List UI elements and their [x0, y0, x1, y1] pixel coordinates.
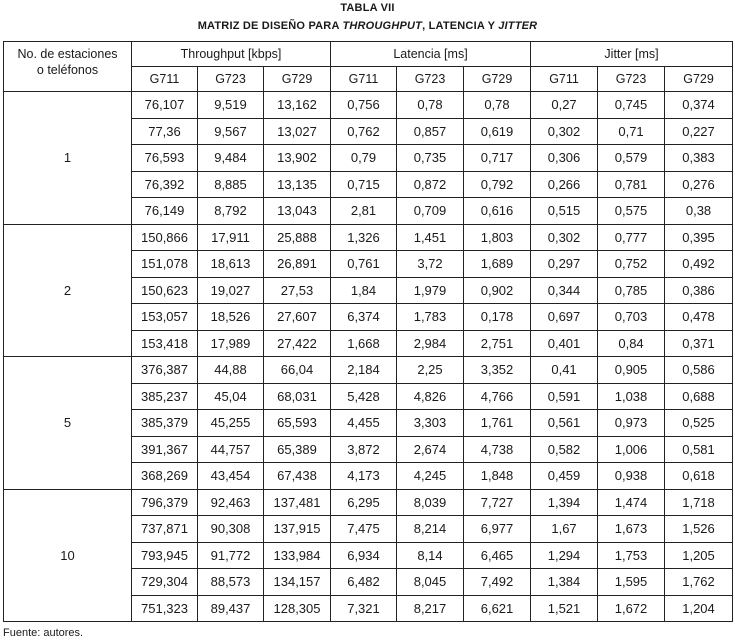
table-number: TABLA VII: [340, 2, 395, 14]
value-cell: 0,478: [665, 304, 733, 331]
value-cell: 751,323: [132, 595, 198, 622]
value-cell: 7,321: [331, 595, 397, 622]
value-cell: 45,04: [198, 383, 264, 410]
value-cell: 0,785: [598, 277, 665, 304]
value-cell: 1,204: [665, 595, 733, 622]
table-title-jitter: JITTER: [498, 20, 538, 32]
value-cell: 1,761: [464, 410, 531, 437]
value-cell: 391,367: [132, 436, 198, 463]
value-cell: 385,379: [132, 410, 198, 437]
value-cell: 76,107: [132, 92, 198, 119]
table-row: [4, 92, 733, 119]
value-cell: 4,455: [331, 410, 397, 437]
codec-header: G711: [132, 67, 198, 92]
value-cell: 729,304: [132, 569, 198, 596]
value-cell: 0,492: [665, 251, 733, 278]
value-cell: 1,326: [331, 224, 397, 251]
value-cell: 0,306: [531, 145, 598, 172]
table-title-mid: , LATENCIA Y: [422, 20, 499, 32]
value-cell: 0,703: [598, 304, 665, 331]
value-cell: 150,623: [132, 277, 198, 304]
value-cell: 4,245: [397, 463, 464, 490]
header-row-groups: [4, 42, 733, 67]
value-cell: 6,374: [331, 304, 397, 331]
codec-header: G729: [264, 67, 331, 92]
codec-header: G723: [598, 67, 665, 92]
value-cell: 0,618: [665, 463, 733, 490]
value-cell: 76,593: [132, 145, 198, 172]
value-cell: 137,481: [264, 489, 331, 516]
value-cell: 0,905: [598, 357, 665, 384]
value-cell: 0,581: [665, 436, 733, 463]
value-cell: 153,057: [132, 304, 198, 331]
jitter-header: Jitter [ms]: [531, 42, 733, 67]
stations-header-line2: o teléfonos: [36, 63, 99, 77]
value-cell: 0,902: [464, 277, 531, 304]
value-cell: 44,757: [198, 436, 264, 463]
value-cell: 1,521: [531, 595, 598, 622]
value-cell: 8,039: [397, 489, 464, 516]
value-cell: 0,688: [665, 383, 733, 410]
value-cell: 27,422: [264, 330, 331, 357]
value-cell: 0,579: [598, 145, 665, 172]
value-cell: 13,027: [264, 118, 331, 145]
table-title-prefix: MATRIZ DE DISEÑO PARA: [197, 20, 343, 32]
value-cell: 0,401: [531, 330, 598, 357]
value-cell: 88,573: [198, 569, 264, 596]
value-cell: 1,753: [598, 542, 665, 569]
value-cell: 0,938: [598, 463, 665, 490]
value-cell: 0,973: [598, 410, 665, 437]
value-cell: 150,866: [132, 224, 198, 251]
table-row: [4, 357, 733, 384]
codec-header: G729: [665, 67, 733, 92]
value-cell: 0,383: [665, 145, 733, 172]
value-cell: 0,857: [397, 118, 464, 145]
value-cell: 0,371: [665, 330, 733, 357]
value-cell: 376,387: [132, 357, 198, 384]
value-cell: 6,977: [464, 516, 531, 543]
value-cell: 3,872: [331, 436, 397, 463]
value-cell: 0,395: [665, 224, 733, 251]
table-title: [0, 20, 735, 32]
value-cell: 8,045: [397, 569, 464, 596]
value-cell: 0,762: [331, 118, 397, 145]
value-cell: 4,766: [464, 383, 531, 410]
value-cell: 6,465: [464, 542, 531, 569]
value-cell: 3,72: [397, 251, 464, 278]
value-cell: 8,792: [198, 198, 264, 225]
value-cell: 1,762: [665, 569, 733, 596]
codec-header: G711: [531, 67, 598, 92]
value-cell: 0,777: [598, 224, 665, 251]
value-cell: 0,591: [531, 383, 598, 410]
value-cell: 0,297: [531, 251, 598, 278]
value-cell: 1,294: [531, 542, 598, 569]
codec-header: G711: [331, 67, 397, 92]
value-cell: 13,902: [264, 145, 331, 172]
value-cell: 2,674: [397, 436, 464, 463]
value-cell: 45,255: [198, 410, 264, 437]
table-row: [4, 224, 733, 251]
value-cell: 6,934: [331, 542, 397, 569]
value-cell: 0,78: [464, 92, 531, 119]
value-cell: 0,386: [665, 277, 733, 304]
value-cell: 0,276: [665, 171, 733, 198]
value-cell: 27,53: [264, 277, 331, 304]
value-cell: 793,945: [132, 542, 198, 569]
value-cell: 4,173: [331, 463, 397, 490]
value-cell: 2,184: [331, 357, 397, 384]
value-cell: 0,374: [665, 92, 733, 119]
value-cell: 0,619: [464, 118, 531, 145]
value-cell: 8,214: [397, 516, 464, 543]
value-cell: 8,217: [397, 595, 464, 622]
value-cell: 7,475: [331, 516, 397, 543]
value-cell: 65,389: [264, 436, 331, 463]
value-cell: 796,379: [132, 489, 198, 516]
value-cell: 2,751: [464, 330, 531, 357]
value-cell: 1,673: [598, 516, 665, 543]
stations-header: [4, 42, 132, 92]
value-cell: 76,392: [132, 171, 198, 198]
design-matrix-table: [3, 41, 733, 622]
stations-cell: 5: [4, 357, 132, 490]
value-cell: 153,418: [132, 330, 198, 357]
value-cell: 0,525: [665, 410, 733, 437]
value-cell: 6,295: [331, 489, 397, 516]
value-cell: 0,735: [397, 145, 464, 172]
value-cell: 67,438: [264, 463, 331, 490]
value-cell: 8,14: [397, 542, 464, 569]
value-cell: 8,885: [198, 171, 264, 198]
value-cell: 128,305: [264, 595, 331, 622]
value-cell: 368,269: [132, 463, 198, 490]
value-cell: 0,792: [464, 171, 531, 198]
value-cell: 1,205: [665, 542, 733, 569]
value-cell: 6,621: [464, 595, 531, 622]
value-cell: 0,41: [531, 357, 598, 384]
value-cell: 0,781: [598, 171, 665, 198]
value-cell: 9,484: [198, 145, 264, 172]
value-cell: 27,607: [264, 304, 331, 331]
value-cell: 137,915: [264, 516, 331, 543]
codec-header: G723: [198, 67, 264, 92]
value-cell: 1,848: [464, 463, 531, 490]
value-cell: 44,88: [198, 357, 264, 384]
value-cell: 1,84: [331, 277, 397, 304]
value-cell: 7,727: [464, 489, 531, 516]
value-cell: 0,575: [598, 198, 665, 225]
value-cell: 18,613: [198, 251, 264, 278]
value-cell: 7,492: [464, 569, 531, 596]
value-cell: 0,561: [531, 410, 598, 437]
value-cell: 9,567: [198, 118, 264, 145]
stations-cell: 2: [4, 224, 132, 357]
value-cell: 19,027: [198, 277, 264, 304]
value-cell: 18,526: [198, 304, 264, 331]
stations-cell: 10: [4, 489, 132, 622]
table-row: [4, 489, 733, 516]
value-cell: 43,454: [198, 463, 264, 490]
value-cell: 65,593: [264, 410, 331, 437]
value-cell: 89,437: [198, 595, 264, 622]
value-cell: 0,582: [531, 436, 598, 463]
value-cell: 1,384: [531, 569, 598, 596]
value-cell: 1,783: [397, 304, 464, 331]
value-cell: 0,266: [531, 171, 598, 198]
value-cell: 0,302: [531, 224, 598, 251]
value-cell: 5,428: [331, 383, 397, 410]
throughput-header: Throughput [kbps]: [132, 42, 331, 67]
value-cell: 1,394: [531, 489, 598, 516]
codec-header: G729: [464, 67, 531, 92]
value-cell: 1,526: [665, 516, 733, 543]
value-cell: 737,871: [132, 516, 198, 543]
value-cell: 26,891: [264, 251, 331, 278]
value-cell: 66,04: [264, 357, 331, 384]
value-cell: 0,717: [464, 145, 531, 172]
value-cell: 1,038: [598, 383, 665, 410]
value-cell: 2,25: [397, 357, 464, 384]
value-cell: 17,911: [198, 224, 264, 251]
value-cell: 0,872: [397, 171, 464, 198]
value-cell: 1,67: [531, 516, 598, 543]
value-cell: 1,672: [598, 595, 665, 622]
codec-header: G723: [397, 67, 464, 92]
value-cell: 0,756: [331, 92, 397, 119]
value-cell: 0,586: [665, 357, 733, 384]
value-cell: 0,78: [397, 92, 464, 119]
value-cell: 1,668: [331, 330, 397, 357]
value-cell: 0,79: [331, 145, 397, 172]
value-cell: 1,803: [464, 224, 531, 251]
source-note: Fuente: autores.: [3, 627, 84, 639]
value-cell: 0,697: [531, 304, 598, 331]
value-cell: 0,715: [331, 171, 397, 198]
value-cell: 0,616: [464, 198, 531, 225]
value-cell: 1,451: [397, 224, 464, 251]
value-cell: 4,738: [464, 436, 531, 463]
value-cell: 1,979: [397, 277, 464, 304]
value-cell: 9,519: [198, 92, 264, 119]
value-cell: 2,81: [331, 198, 397, 225]
table-title-throughput: THROUGHPUT: [342, 20, 423, 32]
value-cell: 0,84: [598, 330, 665, 357]
value-cell: 0,515: [531, 198, 598, 225]
value-cell: 0,752: [598, 251, 665, 278]
value-cell: 3,352: [464, 357, 531, 384]
value-cell: 6,482: [331, 569, 397, 596]
value-cell: 17,989: [198, 330, 264, 357]
value-cell: 1,718: [665, 489, 733, 516]
value-cell: 0,302: [531, 118, 598, 145]
table-body: [4, 92, 733, 622]
value-cell: 134,157: [264, 569, 331, 596]
value-cell: 92,463: [198, 489, 264, 516]
value-cell: 0,344: [531, 277, 598, 304]
value-cell: 13,162: [264, 92, 331, 119]
value-cell: 0,459: [531, 463, 598, 490]
value-cell: 385,237: [132, 383, 198, 410]
stations-cell: 1: [4, 92, 132, 225]
stations-header-line1: No. de estaciones: [17, 47, 118, 61]
value-cell: 0,71: [598, 118, 665, 145]
latency-header: Latencia [ms]: [331, 42, 531, 67]
value-cell: 1,595: [598, 569, 665, 596]
value-cell: 2,984: [397, 330, 464, 357]
value-cell: 68,031: [264, 383, 331, 410]
value-cell: 1,474: [598, 489, 665, 516]
value-cell: 0,27: [531, 92, 598, 119]
value-cell: 133,984: [264, 542, 331, 569]
value-cell: 13,043: [264, 198, 331, 225]
value-cell: 0,178: [464, 304, 531, 331]
value-cell: 91,772: [198, 542, 264, 569]
value-cell: 151,078: [132, 251, 198, 278]
value-cell: 0,761: [331, 251, 397, 278]
value-cell: 3,303: [397, 410, 464, 437]
value-cell: 0,38: [665, 198, 733, 225]
value-cell: 76,149: [132, 198, 198, 225]
value-cell: 13,135: [264, 171, 331, 198]
value-cell: 77,36: [132, 118, 198, 145]
value-cell: 25,888: [264, 224, 331, 251]
value-cell: 1,006: [598, 436, 665, 463]
value-cell: 0,709: [397, 198, 464, 225]
value-cell: 4,826: [397, 383, 464, 410]
value-cell: 0,745: [598, 92, 665, 119]
value-cell: 0,227: [665, 118, 733, 145]
value-cell: 1,689: [464, 251, 531, 278]
value-cell: 90,308: [198, 516, 264, 543]
